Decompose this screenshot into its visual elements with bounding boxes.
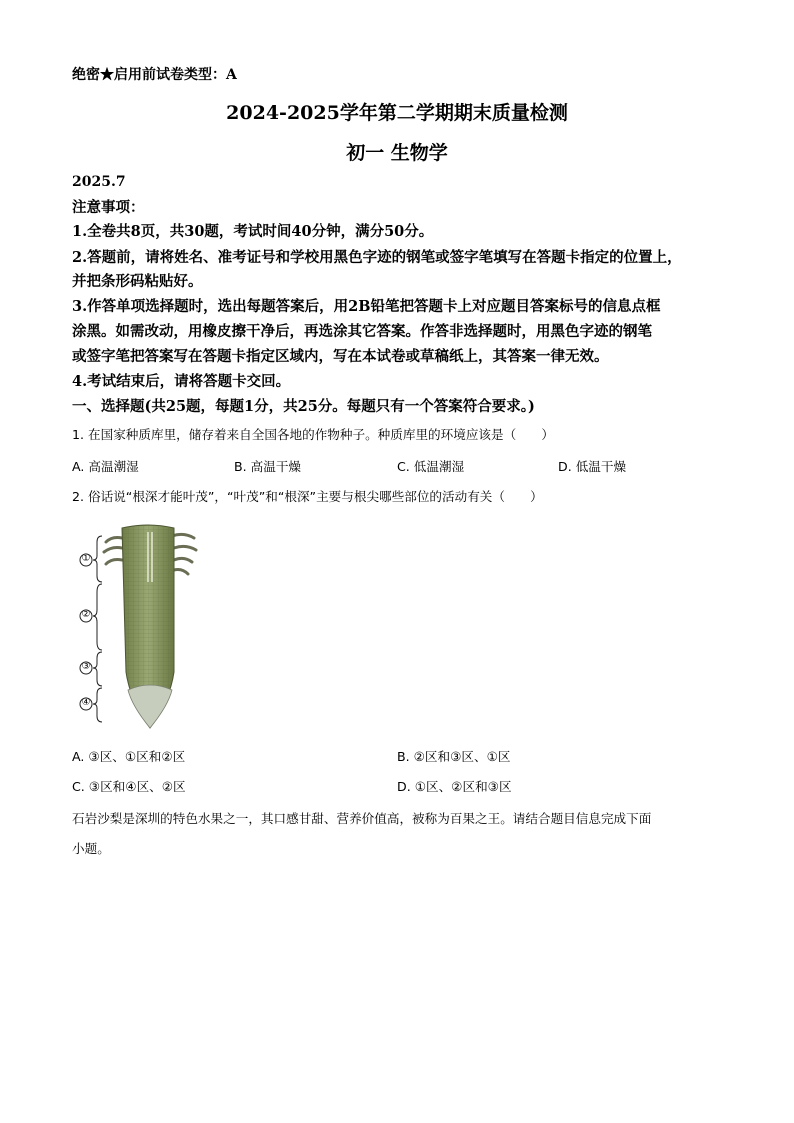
notice-line: 并把条形码粘贴好。 <box>72 273 203 290</box>
zone-labels <box>80 554 92 710</box>
q2-option-c: C. ③区和④区、②区 <box>72 779 186 794</box>
zone-label-4: ④ <box>81 697 91 708</box>
q2-option-d: D. ①区、②区和③区 <box>397 779 512 794</box>
question-2-stem: 2. 俗话说“根深才能叶茂”，“叶茂”和“根深”主要与根尖哪些部位的活动有关（ ） <box>72 489 543 504</box>
root-tip-diagram <box>74 522 214 734</box>
notice-line: 4.考试结束后，请将答题卡交回。 <box>72 373 291 390</box>
notice-heading: 注意事项： <box>72 199 145 216</box>
passage-line: 石岩沙梨是深圳的特色水果之一，其口感甘甜、营养价值高，被称为百果之王。请结合题目信息完成下面 <box>72 811 652 826</box>
subject-title: 初一 生物学 <box>346 142 448 164</box>
question-1-stem: 1. 在国家种质库里，储存着来自全国各地的作物种子。种质库里的环境应该是（ ） <box>72 427 554 442</box>
q1-option-d: D. 低温干燥 <box>558 459 627 474</box>
secret-label: 绝密★启用前试卷类型：A <box>72 67 237 83</box>
q1-option-a: A. 高温潮湿 <box>72 459 139 474</box>
section-heading: 一、选择题(共25题，每题1分，共25分。每题只有一个答案符合要求。) <box>72 398 535 415</box>
passage-line: 小题。 <box>72 841 110 856</box>
notice-line: 2.答题前，请将姓名、准考证号和学校用黑色字迹的钢笔或签字笔填写在答题卡指定的位置上， <box>72 249 682 266</box>
q2-option-a: A. ③区、①区和②区 <box>72 749 186 764</box>
zone-label-1: ① <box>81 553 91 564</box>
root-tip-figure <box>74 522 214 734</box>
zone-label-3: ③ <box>81 661 91 672</box>
notice-line: 1.全卷共8页，共30题，考试时间40分钟，满分50分。 <box>72 223 434 240</box>
q1-option-c: C. 低温潮湿 <box>397 459 465 474</box>
notice-line: 或签字笔把答案写在答题卡指定区域内，写在本试卷或草稿纸上，其答案一律无效。 <box>72 348 609 365</box>
exam-title: 2024-2025学年第二学期期末质量检测 <box>226 102 568 124</box>
notice-line: 3.作答单项选择题时，选出每题答案后，用2B铅笔把答题卡上对应题目答案标号的信息点框 <box>72 298 661 315</box>
exam-date: 2025.7 <box>72 174 126 190</box>
zone-label-2: ② <box>81 609 91 620</box>
q1-option-b: B. 高温干燥 <box>234 459 302 474</box>
root-cap <box>128 685 172 728</box>
notice-line: 涂黑。如需改动，用橡皮擦干净后，再选涂其它答案。作答非选择题时，用黑色字迹的钢笔 <box>72 323 652 340</box>
zone-braces <box>93 536 102 722</box>
q2-option-b: B. ②区和③区、①区 <box>397 749 511 764</box>
